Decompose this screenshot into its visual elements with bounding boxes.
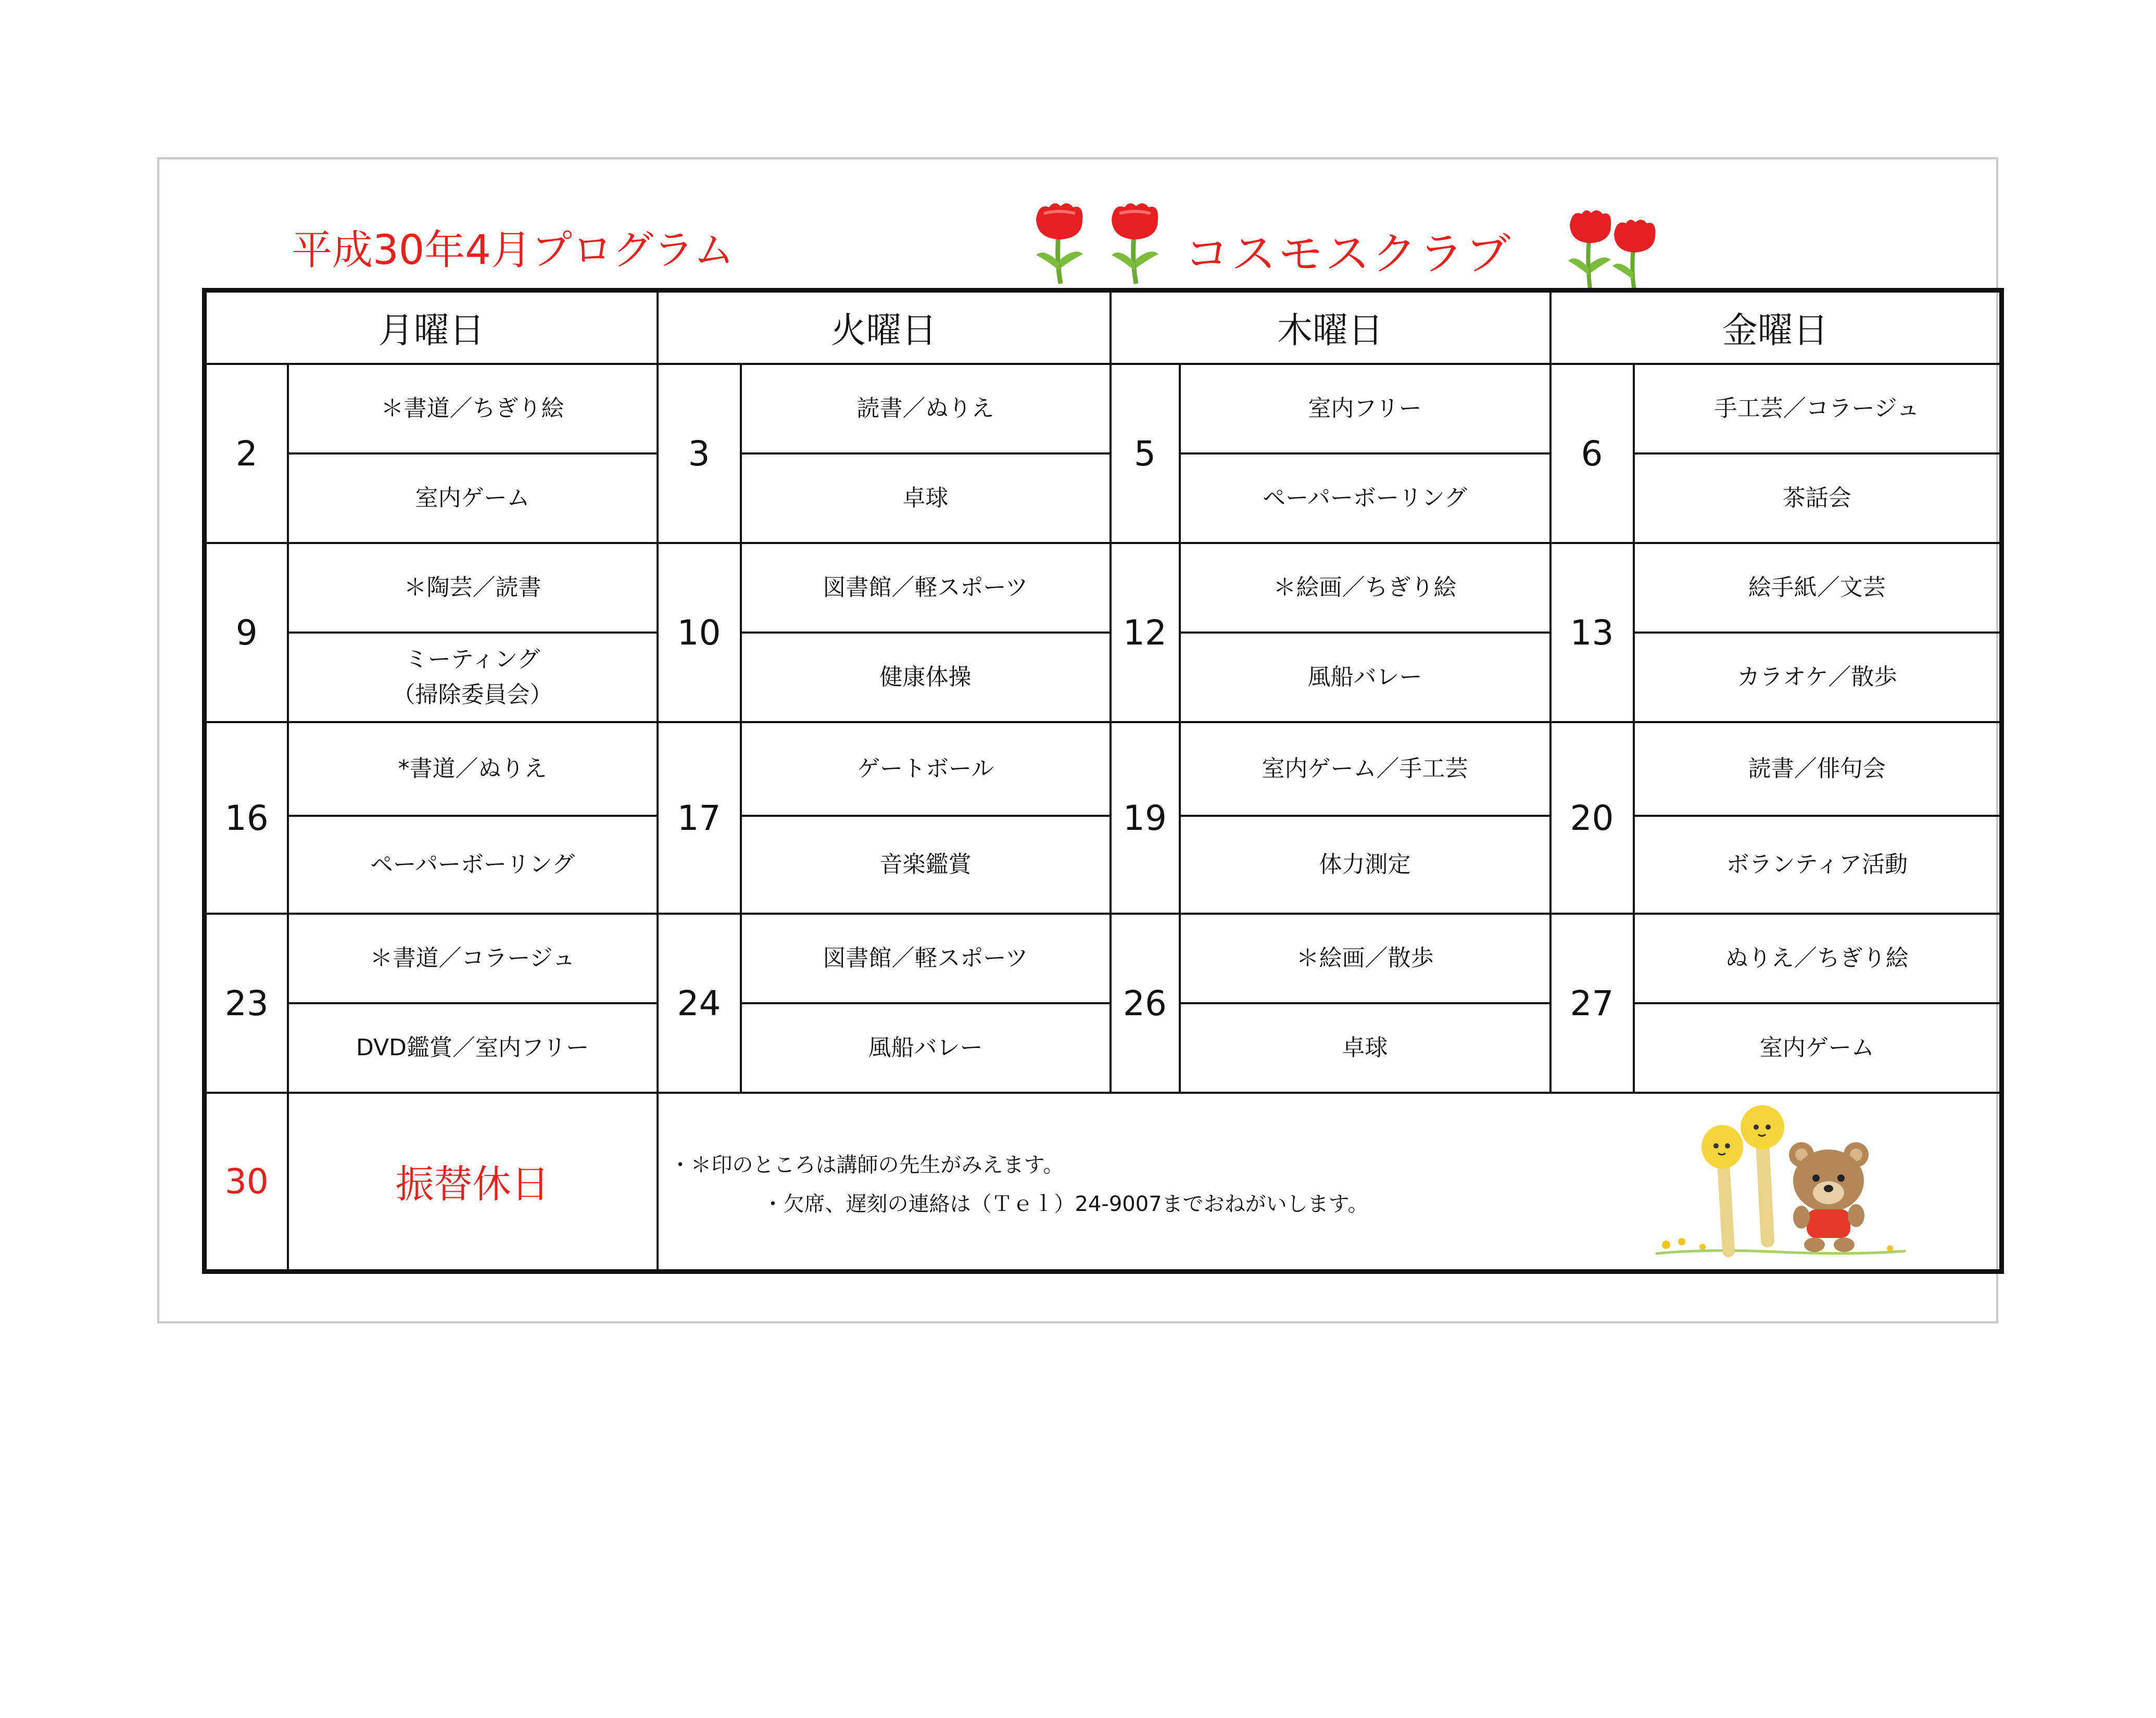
bear-character-icon [1645, 1105, 1916, 1261]
table-row [205, 914, 2002, 1003]
table-row [205, 633, 2002, 722]
activity-cell: ＊書道／コラージュ [288, 914, 658, 1003]
date-cell: 30 [205, 1093, 288, 1271]
activity-cell [288, 633, 658, 722]
note-line: ・欠席、遅刻の連絡は（Ｔｅｌ）24-9007までおねがいします。 [762, 1192, 1369, 1216]
activity-cell: 風船バレー [741, 1003, 1111, 1093]
date-cell: 12 [1111, 543, 1180, 722]
activity-cell: ＊書道／ちぎり絵 [288, 364, 658, 453]
activity-cell: ＊陶芸／読書 [288, 543, 658, 633]
activity-cell: 茶話会 [1634, 453, 2002, 543]
date-cell: 16 [205, 722, 288, 914]
table-row [205, 722, 2002, 816]
table-row [205, 543, 2002, 633]
date-cell: 10 [658, 543, 741, 722]
date-cell: 6 [1550, 364, 1634, 543]
activity-cell: ぬりえ／ちぎり絵 [1634, 914, 2002, 1003]
activity-line: ミーティング [405, 646, 540, 673]
activity-line: （掃除委員会） [392, 681, 553, 708]
weekday-header: 金曜日 [1550, 290, 2002, 364]
date-cell: 24 [658, 914, 741, 1093]
date-cell: 3 [658, 364, 741, 543]
activity-cell: 読書／俳句会 [1634, 722, 2002, 816]
date-cell: 23 [205, 914, 288, 1093]
table-row [205, 364, 2002, 453]
schedule-table [202, 288, 2004, 1274]
date-cell: 20 [1550, 722, 1634, 914]
activity-cell: 図書館／軽スポーツ [741, 914, 1111, 1003]
date-cell: 19 [1111, 722, 1180, 914]
table-row [205, 1093, 2002, 1271]
activity-cell: 風船バレー [1180, 633, 1550, 722]
page-title: 平成30年4月プログラム [292, 227, 735, 274]
note-line: ・＊印のところは講師の先生がみえます。 [670, 1153, 1064, 1177]
weekday-header-row [205, 290, 2002, 364]
activity-cell: 図書館／軽スポーツ [741, 543, 1111, 633]
activity-cell: ペーパーボーリング [1180, 453, 1550, 543]
date-cell: 26 [1111, 914, 1180, 1093]
activity-cell: 音楽鑑賞 [741, 816, 1111, 914]
activity-cell: 健康体操 [741, 633, 1111, 722]
weekday-header: 火曜日 [658, 290, 1111, 364]
activity-cell: 室内ゲーム／手工芸 [1180, 722, 1550, 816]
weekday-header: 木曜日 [1111, 290, 1550, 364]
activity-cell: DVD鑑賞／室内フリー [288, 1003, 658, 1093]
activity-cell: 手工芸／コラージュ [1634, 364, 2002, 453]
activity-cell: 室内フリー [1180, 364, 1550, 453]
club-name: コスモスクラブ [1184, 228, 1512, 280]
date-cell: 17 [658, 722, 741, 914]
date-cell: 9 [205, 543, 288, 722]
tulip-icon [1557, 206, 1671, 292]
activity-cell: 室内ゲーム [1634, 1003, 2002, 1093]
activity-cell: ゲートボール [741, 722, 1111, 816]
activity-cell: 卓球 [741, 453, 1111, 543]
activity-cell: カラオケ／散歩 [1634, 633, 2002, 722]
tulip-icon [1018, 198, 1169, 286]
table-row [205, 1003, 2002, 1093]
activity-cell: ペーパーボーリング [288, 816, 658, 914]
activity-cell: 室内ゲーム [288, 453, 658, 543]
date-cell: 27 [1550, 914, 1634, 1093]
holiday-label: 振替休日 [288, 1093, 658, 1271]
corn-character-icon [1701, 1105, 1784, 1251]
weekday-header: 月曜日 [205, 290, 658, 364]
date-cell: 2 [205, 364, 288, 543]
activity-cell: ＊絵画／散歩 [1180, 914, 1550, 1003]
notes-cell [658, 1093, 2002, 1271]
activity-cell: 読書／ぬりえ [741, 364, 1111, 453]
table-row [205, 816, 2002, 914]
date-cell: 13 [1550, 543, 1634, 722]
table-row [205, 453, 2002, 543]
date-cell: 5 [1111, 364, 1180, 543]
activity-cell: ボランティア活動 [1634, 816, 2002, 914]
activity-cell: ＊絵画／ちぎり絵 [1180, 543, 1550, 633]
activity-cell: *書道／ぬりえ [288, 722, 658, 816]
activity-cell: 絵手紙／文芸 [1634, 543, 2002, 633]
activity-cell: 体力測定 [1180, 816, 1550, 914]
activity-cell: 卓球 [1180, 1003, 1550, 1093]
